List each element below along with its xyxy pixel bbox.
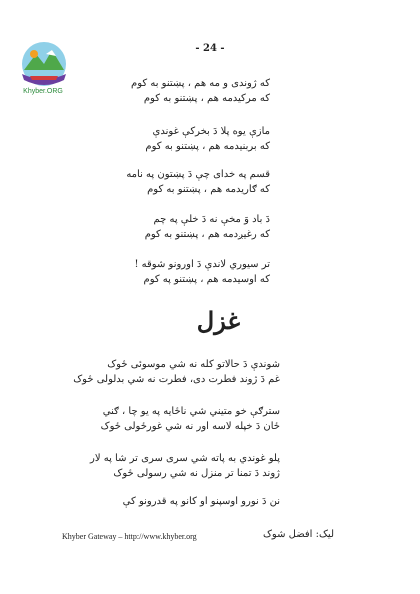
verse-line: شوندې دَ حالاتو کله نه شي موسوئی ځوک	[107, 359, 280, 370]
verse-line: نن دَ نورو اوسپنو او کانو په قدرونو کې	[122, 496, 280, 507]
footer-source: Khyber Gateway – http://www.khyber.org	[62, 532, 197, 541]
verse-line: مازې يوه پلا دَ بخرکې غوندې	[152, 126, 270, 137]
logo-caption: Khyber.ORG	[23, 88, 63, 95]
verse-line: غم دَ ژوند فطرت دی، فطرت نه شي بدلولی ځوک	[73, 374, 280, 385]
verse-line: قسم په خدای چې دَ پښتون په نامه	[126, 169, 270, 180]
verse-line: که ګاریدمه هم ، پښتنو به کوم	[147, 184, 270, 195]
stanza-1	[131, 76, 270, 106]
verse-line: پلو غوندي به پاته شي سری سری تر شا په لار	[90, 453, 280, 464]
stanza-3	[126, 167, 270, 197]
verse-line: که رغیږدمه هم ، پښتنو به کوم	[144, 229, 270, 240]
verse-line: سترګې خو متیني شي ناځایه په یو چا ، ګني	[102, 406, 280, 417]
stanza-8	[90, 451, 280, 481]
ghazal-heading: غزل	[196, 306, 240, 335]
verse-line: ژوند دَ تمنا تر منزل نه شي رسولی ځوک	[113, 468, 280, 479]
stanza-9	[123, 494, 280, 509]
verse-line: دَ باد وَ مخې نه دَ خلې په چم	[153, 214, 270, 225]
verse-line: تر سیوري لاندې دَ اورونو شوقه !	[134, 259, 270, 270]
verse-line: ځان دَ خپله لاسه اور نه شي غورځولی ځوک	[100, 421, 280, 432]
stanza-6	[73, 357, 280, 387]
page-number: - 24 -	[195, 43, 225, 54]
verse-line: که مرکیدمه هم ، پښتنو به کوم	[143, 93, 270, 104]
verse-line: که ژوندی و مه هم ، پښتنو به کوم	[131, 78, 270, 89]
stanza-5	[134, 257, 270, 287]
footer-author: لیک: افضل شوک	[262, 529, 334, 540]
stanza-7	[101, 404, 280, 434]
verse-line: که بربنیدمه هم ، پښتنو به کوم	[145, 141, 270, 152]
stanza-4	[145, 212, 270, 242]
stanza-2	[145, 124, 270, 154]
verse-line: که اوسیدمه هم ، پښتنو په کوم	[143, 274, 270, 285]
